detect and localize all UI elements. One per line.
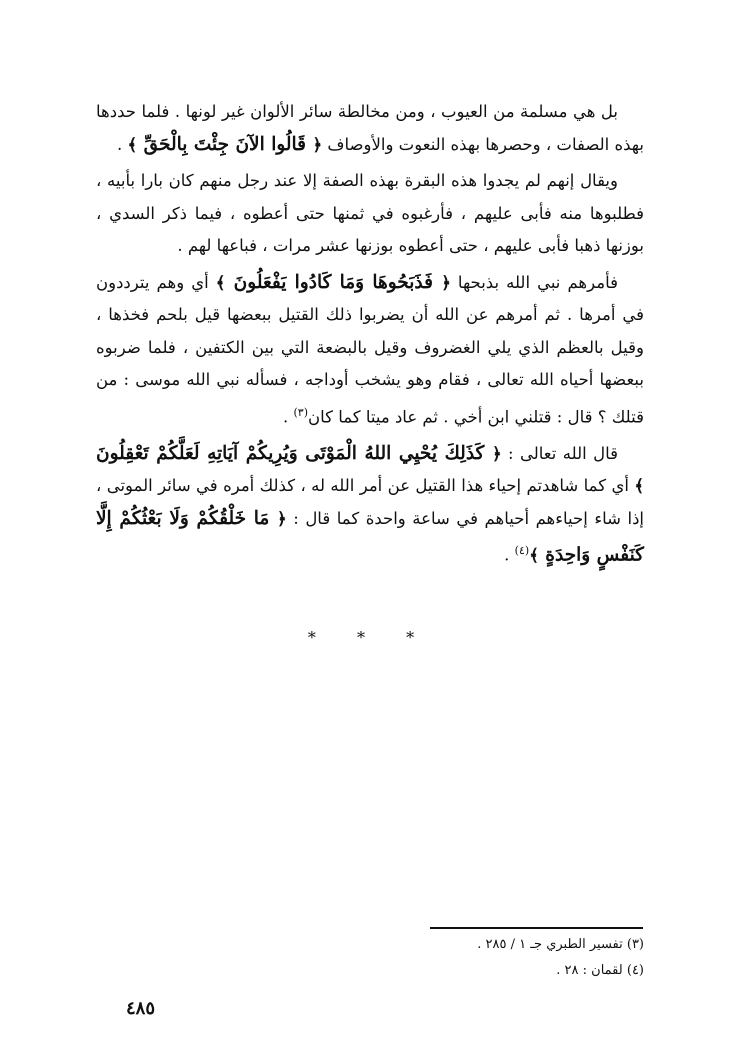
body-text: قال الله تعالى : [501, 443, 618, 463]
ornate-bracket: ﴿ [277, 508, 287, 528]
ornate-bracket: ﴾ [215, 272, 226, 292]
ornate-bracket: ﴾ [529, 545, 539, 565]
ornate-bracket: ﴿ [441, 272, 451, 292]
paragraph [96, 96, 644, 161]
body-text: . [504, 545, 515, 565]
page-number: ٤٨٥ [126, 998, 156, 1019]
section-separator: * * * [307, 628, 433, 647]
quran-verse: مَا خَلْقُكُمْ وَلَا بَعْثُكُمْ إِلَّا كَنَفْسٍ وَاحِدَةٍ [96, 507, 644, 566]
footnote-ref: (٤) [514, 544, 530, 557]
body-text: أي كما شاهدتم إحياء هذا القتيل عن أمر الله له ، كذلك أمره في سائر الموتى ، إذا شاء إحياءهم أحياهم في ساعة واحدة كما قال : [96, 476, 644, 528]
ornate-bracket: ﴿ [491, 443, 502, 463]
body-text: أي وهم يترددون في أمرها . ثم أمرهم عن الله أن يضربوا ذلك القتيل ببعضها قيل بلحم فخذها ، وقيل بالعظم الذي يلي الغضروف وقيل بالبضعة التي بين الكتفين ، فلما ضربوه ببعضها أحياه الله تعالى ، فقام وهو يشخب أوداجه ، فسأله نبي الله موسى : من قتلك ؟ قال : قتلني ابن أخي . ثم عاد ميتا كما كان [96, 272, 644, 426]
ornate-bracket: ﴾ [634, 476, 644, 495]
body-text: . [282, 407, 294, 426]
main-text [96, 96, 644, 572]
footnote-divider [430, 927, 643, 929]
quran-verse: قَالُوا الآنَ جِئْتَ بِالْحَقِّ [137, 133, 313, 155]
quran-verse: فَذَبَحُوهَا وَمَا كَادُوا يَفْعَلُونَ [225, 271, 442, 293]
paragraph [96, 267, 644, 434]
body-text: بل هي مسلمة من العيوب ، ومن مخالطة سائر الألوان غير لونها . فلما حددها بهذه الصفات ، وحصرها بهذه النعوت والأوصاف [96, 102, 644, 154]
quran-verse: كَذَلِكَ يُحْيِي اللهُ الْمَوْتَى وَيُرِيكُمْ آيَاتِهِ لَعَلَّكُمْ تَعْقِلُونَ [96, 442, 492, 464]
footnotes [96, 932, 644, 984]
paragraph [96, 438, 644, 573]
body-text: ويقال إنهم لم يجدوا هذه البقرة بهذه الصفة إلا عند رجل منهم كان بارا بأبيه ، فطلبوها منه فأبى عليهم ، فأرغبوه في ثمنها حتى أعطوه ، فيما ذكر السدي ، بوزنها ذهبا فأبى عليهم ، حتى أعطوه بوزنها عشر مرات ، فباعها لهم . [96, 171, 644, 255]
body-text: فأمرهم نبي الله بذبحها [450, 272, 618, 292]
ornate-bracket: ﴿ [312, 134, 323, 154]
footnote: (٣) تفسير الطبري جـ ١ / ٢٨٥ . [477, 937, 644, 952]
ornate-bracket: ﴾ [127, 134, 138, 154]
body-text: . [117, 134, 128, 154]
paragraph [96, 165, 644, 263]
footnote-ref: (٣) [293, 405, 308, 419]
footnote: (٤) لقمان : ٢٨ . [556, 963, 644, 978]
